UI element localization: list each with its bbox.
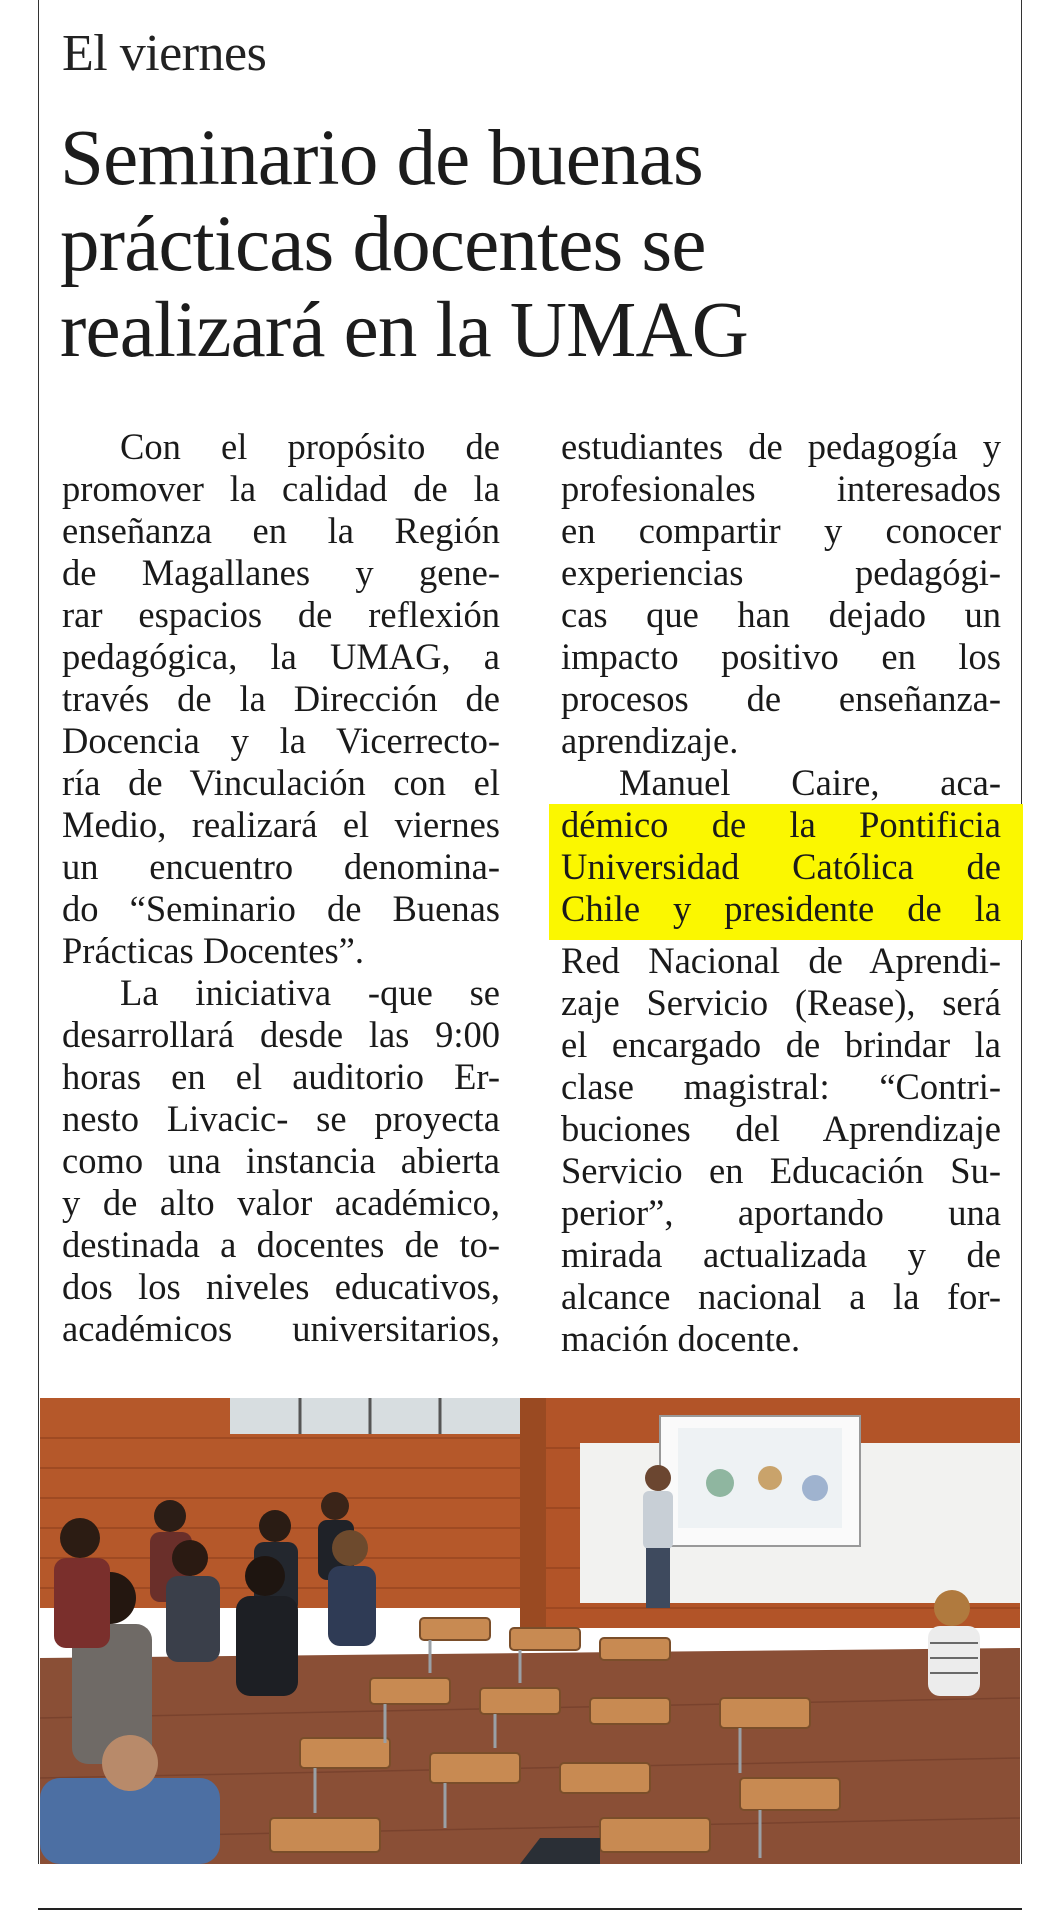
- classroom-photo-illustration: [40, 1398, 1020, 1864]
- article-column-left: [62, 426, 500, 1350]
- text-line: perior”, aportando una: [561, 1192, 1001, 1233]
- text-line: como una instancia abierta: [62, 1140, 500, 1181]
- article-column-right: [561, 426, 1001, 1360]
- text-line: estudiantes de pedagogía y: [561, 426, 1001, 467]
- text-line: el encargado de brindar la: [561, 1024, 1001, 1065]
- text-line: dos los niveles educativos,: [62, 1266, 500, 1307]
- headline-line: realizará en la UMAG: [60, 287, 749, 374]
- text-line: Manuel Caire, aca-: [619, 762, 1001, 803]
- highlighted-text-line: Universidad Católica de: [549, 846, 1023, 888]
- text-line: académicos universitarios,: [62, 1308, 500, 1349]
- text-line: nesto Livacic- se proyecta: [62, 1098, 500, 1139]
- headline: [60, 116, 960, 374]
- text-line: Prácticas Docentes”.: [62, 930, 364, 971]
- text-line: do “Seminario de Buenas: [62, 888, 500, 929]
- text-line: Docencia y la Vicerrecto-: [62, 720, 500, 761]
- text-line: pedagógica, la UMAG, a: [62, 636, 500, 677]
- text-line: horas en el auditorio Er-: [62, 1056, 500, 1097]
- column-rule-left: [38, 0, 39, 1864]
- bottom-rule: [38, 1908, 1022, 1910]
- text-line: profesionales interesados: [561, 468, 1001, 509]
- headline-line: prácticas docentes se: [60, 201, 706, 288]
- text-line: Medio, realizará el viernes: [62, 804, 500, 845]
- text-line: cas que han dejado un: [561, 594, 1001, 635]
- highlighted-text-line: démico de la Pontificia: [549, 804, 1023, 846]
- text-line: zaje Servicio (Rease), será: [561, 982, 1001, 1023]
- headline-line: Seminario de buenas: [60, 115, 703, 202]
- classroom-photo: [40, 1398, 1020, 1864]
- text-line: procesos de enseñanza-: [561, 678, 1001, 719]
- text-line: buciones del Aprendizaje: [561, 1108, 1001, 1149]
- kicker: El viernes: [62, 25, 267, 82]
- text-line: mirada actualizada y de: [561, 1234, 1001, 1275]
- text-line: ría de Vinculación con el: [62, 762, 500, 803]
- text-line: y de alto valor académico,: [62, 1182, 500, 1223]
- text-line: Servicio en Educación Su-: [561, 1150, 1001, 1191]
- text-line: La iniciativa -que se: [120, 972, 500, 1013]
- text-line: Con el propósito de: [120, 426, 500, 467]
- text-line: alcance nacional a la for-: [561, 1276, 1001, 1317]
- text-line: experiencias pedagógi-: [561, 552, 1001, 593]
- text-line: Red Nacional de Aprendi-: [561, 940, 1001, 981]
- text-line: un encuentro denomina-: [62, 846, 500, 887]
- text-line: promover la calidad de la: [62, 468, 500, 509]
- text-line: aprendizaje.: [561, 720, 739, 761]
- text-line: desarrollará desde las 9:00: [62, 1014, 500, 1055]
- text-line: de Magallanes y gene-: [62, 552, 500, 593]
- text-line: rar espacios de reflexión: [62, 594, 500, 635]
- text-line: impacto positivo en los: [561, 636, 1001, 677]
- text-line: mación docente.: [561, 1318, 801, 1359]
- text-line: destinada a docentes de to-: [62, 1224, 500, 1265]
- text-line: enseñanza en la Región: [62, 510, 500, 551]
- text-line: través de la Dirección de: [62, 678, 500, 719]
- text-line: clase magistral: “Contri-: [561, 1066, 1001, 1107]
- highlighted-text-line: Chile y presidente de la: [549, 888, 1023, 940]
- text-line: en compartir y conocer: [561, 510, 1001, 551]
